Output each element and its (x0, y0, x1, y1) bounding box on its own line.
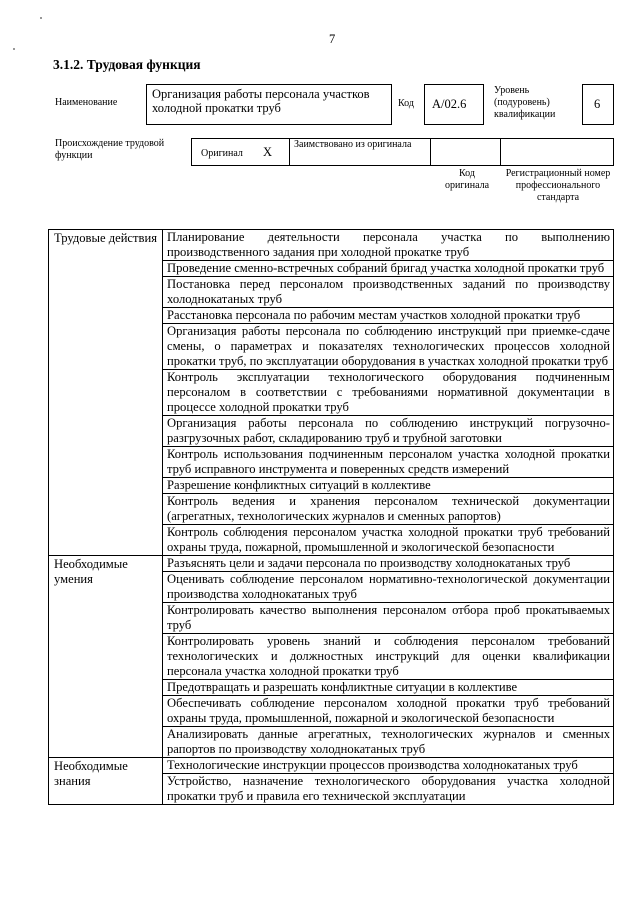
original-mark: X (263, 145, 273, 159)
item-cell: Предотвращать и разрешать конфликтные ситуации в коллективе (163, 680, 614, 696)
reg-caption: Регистрационный номер профессионального стандарта (505, 168, 611, 203)
item-cell: Контроль ведения и хранения персоналом технической документации (агрегатных, технологических журналов и сменных рапортов) (163, 494, 614, 525)
divider (430, 139, 431, 165)
item-cell: Контроль использования подчиненным персоналом участка холодной прокатки труб исправного инструмента и поверенных средств измерений (163, 447, 614, 478)
item-cell: Постановка перед персоналом производственных заданий по производству холоднокатаных труб (163, 277, 614, 308)
item-cell: Контроль соблюдения персоналом участка холодной прокатки труб требований охраны труда, пожарной, промышленной и экологической безопасности (163, 525, 614, 556)
item-cell: Расстановка персонала по рабочим местам участков холодной прокатки труб (163, 308, 614, 324)
item-cell: Организация работы персонала по соблюдению инструкций при приемке-сдаче смены, о параметрах и показателях технологических процессов холодной прокатки труб, по эксплуатации оборудования в участках холодной прокатки труб (163, 324, 614, 370)
item-cell: Организация работы персонала по соблюдению инструкций погрузочно-разгрузочных работ, складированию труб и трубной заготовки (163, 416, 614, 447)
category-cell: Необходимые знания (49, 758, 163, 805)
scan-speck (40, 17, 42, 19)
function-name-box (146, 84, 392, 125)
original-label: Оригинал (201, 148, 243, 159)
scan-speck (13, 48, 15, 50)
item-cell: Контролировать уровень знаний и соблюдения персоналом требований технологических и должностных инструкций для оценки квалификации персонала участка холодной прокатки труб (163, 634, 614, 680)
divider (500, 139, 501, 165)
item-cell: Проведение сменно-встречных собраний бригад участка холодной прокатки труб (163, 261, 614, 277)
category-cell: Трудовые действия (49, 230, 163, 556)
category-cell: Необходимые умения (49, 556, 163, 758)
code-label: Код (398, 98, 414, 109)
borrowed-label: Заимствовано из оригинала (294, 139, 412, 150)
table-row (49, 556, 614, 572)
table-row (49, 230, 614, 261)
item-cell: Устройство, назначение технологического оборудования участка холодной прокатки труб и правила его технической эксплуатации (163, 774, 614, 805)
level-box (582, 84, 614, 125)
item-cell: Технологические инструкции процессов производства холоднокатаных труб (163, 758, 614, 774)
item-cell: Анализировать данные агрегатных, технологических журналов и сменных рапортов по производству холоднокатаных труб (163, 727, 614, 758)
page-number: 7 (329, 32, 336, 46)
item-cell: Оценивать соблюдение персоналом нормативно-технологической документации производства холоднокатаных труб (163, 572, 614, 603)
item-cell: Обеспечивать соблюдение персоналом холодной прокатки труб требований охраны труда, промышленной, пожарной и экологической безопасности (163, 696, 614, 727)
work-function-table (48, 229, 614, 805)
divider (289, 139, 290, 165)
code-box (424, 84, 484, 125)
name-label: Наименование (55, 97, 118, 108)
item-cell: Контролировать качество выполнения персоналом отбора проб прокатываемых труб (163, 603, 614, 634)
item-cell: Планирование деятельности персонала участка по выполнению производственного задания при холодной прокатке труб (163, 230, 614, 261)
table-row (49, 758, 614, 774)
level-label: Уровень (подуровень) квалификации (494, 85, 556, 120)
level-value: 6 (594, 97, 601, 111)
function-name: Организация работы персонала участков холодной прокатки труб (152, 87, 370, 115)
code-value: А/02.6 (432, 97, 467, 111)
section-title: 3.1.2. Трудовая функция (53, 57, 201, 72)
origin-label: Происхождение трудовой функции (55, 138, 165, 161)
code-caption: Код оригинала (444, 168, 490, 191)
origin-row (191, 138, 614, 166)
item-cell: Разрешение конфликтных ситуаций в коллективе (163, 478, 614, 494)
item-cell: Разъяснять цели и задачи персонала по производству холоднокатаных труб (163, 556, 614, 572)
item-cell: Контроль эксплуатации технологического оборудования подчиненным персоналом в соответствии с требованиями нормативной документации в процессе холодной прокатки труб (163, 370, 614, 416)
